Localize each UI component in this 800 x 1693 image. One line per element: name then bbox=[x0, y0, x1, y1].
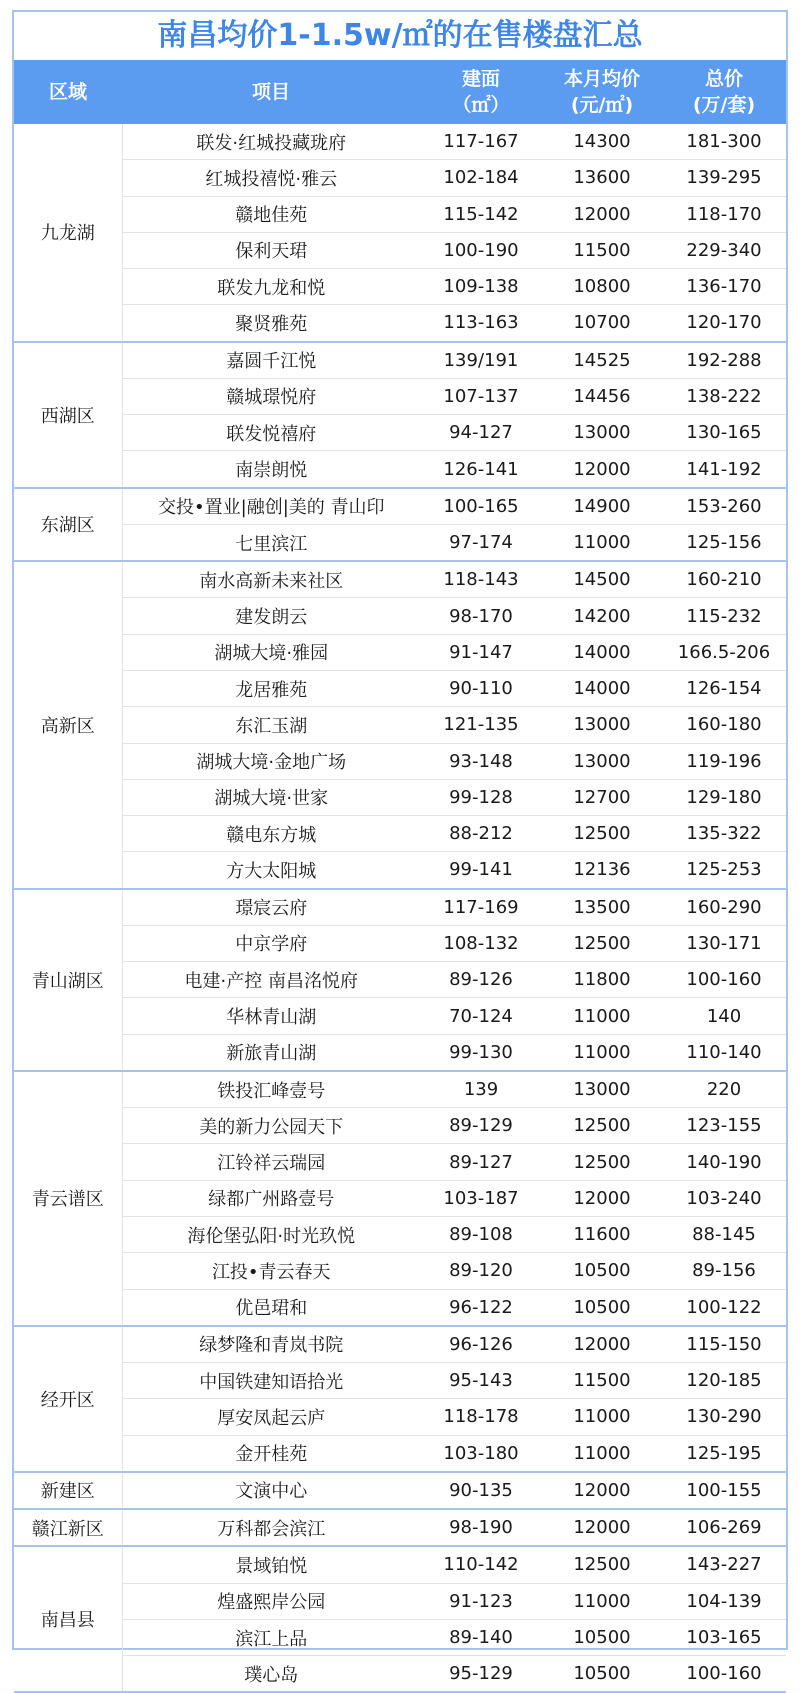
avg-price-cell: 12000 bbox=[542, 1509, 662, 1546]
project-name-cell: 海伦堡弘阳·时光玖悦 bbox=[122, 1216, 420, 1252]
area-cell: 89-140 bbox=[420, 1619, 542, 1655]
area-cell: 121-135 bbox=[420, 707, 542, 743]
total-price-cell: 100-122 bbox=[662, 1289, 786, 1326]
project-name-cell: 美的新力公园天下 bbox=[122, 1108, 420, 1144]
project-name-cell: 文演中心 bbox=[122, 1472, 420, 1509]
table-row bbox=[14, 124, 786, 160]
area-cell: 90-110 bbox=[420, 670, 542, 706]
avg-price-cell: 13000 bbox=[542, 415, 662, 451]
region-cell: 西湖区 bbox=[14, 342, 122, 488]
area-cell: 90-135 bbox=[420, 1472, 542, 1509]
total-price-cell: 125-195 bbox=[662, 1435, 786, 1472]
avg-price-cell: 13000 bbox=[542, 707, 662, 743]
project-name-cell: 绿梦隆和青岚书院 bbox=[122, 1326, 420, 1363]
area-cell: 93-148 bbox=[420, 743, 542, 779]
avg-price-cell: 14500 bbox=[542, 561, 662, 598]
table-row bbox=[14, 1656, 786, 1693]
region-cell: 青云谱区 bbox=[14, 1071, 122, 1326]
property-table bbox=[14, 60, 786, 1693]
total-price-cell: 130-171 bbox=[662, 925, 786, 961]
table-row bbox=[14, 1108, 786, 1144]
total-price-cell: 135-322 bbox=[662, 816, 786, 852]
table-row bbox=[14, 1071, 786, 1108]
avg-price-cell: 12500 bbox=[542, 925, 662, 961]
area-cell: 97-174 bbox=[420, 524, 542, 561]
area-cell: 117-169 bbox=[420, 889, 542, 926]
table-row bbox=[14, 305, 786, 342]
area-cell: 98-170 bbox=[420, 598, 542, 634]
project-name-cell: 嘉圆千江悦 bbox=[122, 342, 420, 379]
table-row bbox=[14, 925, 786, 961]
total-price-cell: 120-185 bbox=[662, 1363, 786, 1399]
area-cell: 109-138 bbox=[420, 269, 542, 305]
total-price-cell: 103-165 bbox=[662, 1619, 786, 1655]
avg-price-cell: 12000 bbox=[542, 196, 662, 232]
total-price-cell: 140 bbox=[662, 998, 786, 1034]
project-name-cell: 保利天珺 bbox=[122, 232, 420, 268]
project-name-cell: 电建·产控 南昌洺悦府 bbox=[122, 962, 420, 998]
avg-price-cell: 14200 bbox=[542, 598, 662, 634]
area-cell: 102-184 bbox=[420, 160, 542, 196]
project-name-cell: 优邑珺和 bbox=[122, 1289, 420, 1326]
avg-price-cell: 11500 bbox=[542, 232, 662, 268]
project-name-cell: 万科都会滨江 bbox=[122, 1509, 420, 1546]
table-row bbox=[14, 1326, 786, 1363]
table-row bbox=[14, 415, 786, 451]
total-price-cell: 125-253 bbox=[662, 852, 786, 889]
total-price-cell: 160-210 bbox=[662, 561, 786, 598]
area-cell: 89-129 bbox=[420, 1108, 542, 1144]
project-name-cell: 厚安凤起云庐 bbox=[122, 1399, 420, 1435]
table-row bbox=[14, 1034, 786, 1071]
area-cell: 91-123 bbox=[420, 1583, 542, 1619]
project-name-cell: 赣电东方城 bbox=[122, 816, 420, 852]
area-cell: 107-137 bbox=[420, 378, 542, 414]
avg-price-cell: 13000 bbox=[542, 1071, 662, 1108]
header-area: 建面 （㎡） bbox=[420, 60, 542, 124]
table-row bbox=[14, 1509, 786, 1546]
table-row bbox=[14, 524, 786, 561]
area-cell: 91-147 bbox=[420, 634, 542, 670]
region-cell: 新建区 bbox=[14, 1472, 122, 1509]
total-price-cell: 110-140 bbox=[662, 1034, 786, 1071]
avg-price-cell: 12700 bbox=[542, 779, 662, 815]
avg-price-cell: 13500 bbox=[542, 889, 662, 926]
area-cell: 99-130 bbox=[420, 1034, 542, 1071]
total-price-cell: 104-139 bbox=[662, 1583, 786, 1619]
total-price-cell: 103-240 bbox=[662, 1180, 786, 1216]
project-name-cell: 联发九龙和悦 bbox=[122, 269, 420, 305]
total-price-cell: 130-165 bbox=[662, 415, 786, 451]
table-row bbox=[14, 1363, 786, 1399]
total-price-cell: 100-155 bbox=[662, 1472, 786, 1509]
table-row bbox=[14, 232, 786, 268]
area-cell: 88-212 bbox=[420, 816, 542, 852]
region-cell: 青山湖区 bbox=[14, 889, 122, 1071]
avg-price-cell: 13600 bbox=[542, 160, 662, 196]
region-cell: 九龙湖 bbox=[14, 124, 122, 342]
region-cell: 南昌县 bbox=[14, 1546, 122, 1692]
table-row bbox=[14, 1435, 786, 1472]
table-row bbox=[14, 1583, 786, 1619]
project-name-cell: 滨江上品 bbox=[122, 1619, 420, 1655]
project-name-cell: 煌盛熙岸公园 bbox=[122, 1583, 420, 1619]
table-body bbox=[14, 124, 786, 1692]
project-name-cell: 联发悦禧府 bbox=[122, 415, 420, 451]
header-total: 总价 (万/套) bbox=[662, 60, 786, 124]
avg-price-cell: 14300 bbox=[542, 124, 662, 160]
avg-price-cell: 11000 bbox=[542, 1435, 662, 1472]
table-row bbox=[14, 598, 786, 634]
avg-price-cell: 14000 bbox=[542, 634, 662, 670]
total-price-cell: 118-170 bbox=[662, 196, 786, 232]
project-name-cell: 湖城大境·世家 bbox=[122, 779, 420, 815]
project-name-cell: 赣城璟悦府 bbox=[122, 378, 420, 414]
area-cell: 89-126 bbox=[420, 962, 542, 998]
project-name-cell: 铁投汇峰壹号 bbox=[122, 1071, 420, 1108]
table-row bbox=[14, 1253, 786, 1289]
total-price-cell: 160-180 bbox=[662, 707, 786, 743]
area-cell: 103-187 bbox=[420, 1180, 542, 1216]
project-name-cell: 南水高新未来社区 bbox=[122, 561, 420, 598]
area-cell: 126-141 bbox=[420, 451, 542, 488]
project-name-cell: 湖城大境·雅园 bbox=[122, 634, 420, 670]
summary-card bbox=[12, 10, 788, 1686]
area-cell: 95-143 bbox=[420, 1363, 542, 1399]
project-name-cell: 七里滨江 bbox=[122, 524, 420, 561]
area-cell: 96-122 bbox=[420, 1289, 542, 1326]
table-row bbox=[14, 451, 786, 488]
avg-price-cell: 10800 bbox=[542, 269, 662, 305]
project-name-cell: 金开桂苑 bbox=[122, 1435, 420, 1472]
avg-price-cell: 12500 bbox=[542, 1144, 662, 1180]
project-name-cell: 建发朗云 bbox=[122, 598, 420, 634]
project-name-cell: 联发·红城投藏珑府 bbox=[122, 124, 420, 160]
avg-price-cell: 11800 bbox=[542, 962, 662, 998]
area-cell: 110-142 bbox=[420, 1546, 542, 1583]
table-row bbox=[14, 1546, 786, 1583]
avg-price-cell: 11600 bbox=[542, 1216, 662, 1252]
table-row bbox=[14, 269, 786, 305]
total-price-cell: 181-300 bbox=[662, 124, 786, 160]
avg-price-cell: 12136 bbox=[542, 852, 662, 889]
region-cell: 东湖区 bbox=[14, 488, 122, 562]
avg-price-cell: 14000 bbox=[542, 670, 662, 706]
total-price-cell: 126-154 bbox=[662, 670, 786, 706]
project-name-cell: 湖城大境·金地广场 bbox=[122, 743, 420, 779]
total-price-cell: 139-295 bbox=[662, 160, 786, 196]
avg-price-cell: 11000 bbox=[542, 1583, 662, 1619]
project-name-cell: 中国铁建知语拾光 bbox=[122, 1363, 420, 1399]
header-region: 区域 bbox=[14, 60, 122, 124]
table-row bbox=[14, 1472, 786, 1509]
total-price-cell: 123-155 bbox=[662, 1108, 786, 1144]
total-price-cell: 229-340 bbox=[662, 232, 786, 268]
area-cell: 118-178 bbox=[420, 1399, 542, 1435]
project-name-cell: 绿都广州路壹号 bbox=[122, 1180, 420, 1216]
table-row bbox=[14, 707, 786, 743]
area-cell: 113-163 bbox=[420, 305, 542, 342]
avg-price-cell: 14900 bbox=[542, 488, 662, 525]
avg-price-cell: 12500 bbox=[542, 1108, 662, 1144]
area-cell: 89-127 bbox=[420, 1144, 542, 1180]
total-price-cell: 129-180 bbox=[662, 779, 786, 815]
area-cell: 99-128 bbox=[420, 779, 542, 815]
total-price-cell: 100-160 bbox=[662, 1656, 786, 1693]
region-cell: 高新区 bbox=[14, 561, 122, 888]
area-cell: 115-142 bbox=[420, 196, 542, 232]
total-price-cell: 120-170 bbox=[662, 305, 786, 342]
table-row bbox=[14, 1619, 786, 1655]
total-price-cell: 106-269 bbox=[662, 1509, 786, 1546]
project-name-cell: 江铃祥云瑞园 bbox=[122, 1144, 420, 1180]
avg-price-cell: 11500 bbox=[542, 1363, 662, 1399]
table-row bbox=[14, 196, 786, 232]
total-price-cell: 192-288 bbox=[662, 342, 786, 379]
area-cell: 70-124 bbox=[420, 998, 542, 1034]
project-name-cell: 交投•置业|融创|美的 青山印 bbox=[122, 488, 420, 525]
total-price-cell: 141-192 bbox=[662, 451, 786, 488]
table-row bbox=[14, 962, 786, 998]
table-row bbox=[14, 1289, 786, 1326]
project-name-cell: 东汇玉湖 bbox=[122, 707, 420, 743]
table-row bbox=[14, 779, 786, 815]
avg-price-cell: 14525 bbox=[542, 342, 662, 379]
avg-price-cell: 11000 bbox=[542, 1399, 662, 1435]
avg-price-cell: 10700 bbox=[542, 305, 662, 342]
table-row bbox=[14, 378, 786, 414]
avg-price-cell: 12500 bbox=[542, 816, 662, 852]
project-name-cell: 新旅青山湖 bbox=[122, 1034, 420, 1071]
total-price-cell: 125-156 bbox=[662, 524, 786, 561]
total-price-cell: 138-222 bbox=[662, 378, 786, 414]
avg-price-cell: 13000 bbox=[542, 743, 662, 779]
project-name-cell: 华林青山湖 bbox=[122, 998, 420, 1034]
area-cell: 108-132 bbox=[420, 925, 542, 961]
avg-price-cell: 11000 bbox=[542, 524, 662, 561]
header-project: 项目 bbox=[122, 60, 420, 124]
area-cell: 98-190 bbox=[420, 1509, 542, 1546]
avg-price-cell: 12000 bbox=[542, 451, 662, 488]
table-row bbox=[14, 1399, 786, 1435]
table-row bbox=[14, 852, 786, 889]
table-row bbox=[14, 816, 786, 852]
area-cell: 117-167 bbox=[420, 124, 542, 160]
area-cell: 94-127 bbox=[420, 415, 542, 451]
area-cell: 139/191 bbox=[420, 342, 542, 379]
avg-price-cell: 10500 bbox=[542, 1253, 662, 1289]
avg-price-cell: 14456 bbox=[542, 378, 662, 414]
area-cell: 96-126 bbox=[420, 1326, 542, 1363]
total-price-cell: 89-156 bbox=[662, 1253, 786, 1289]
total-price-cell: 143-227 bbox=[662, 1546, 786, 1583]
table-row bbox=[14, 743, 786, 779]
total-price-cell: 220 bbox=[662, 1071, 786, 1108]
area-cell: 100-165 bbox=[420, 488, 542, 525]
page-title: 南昌均价1-1.5w/㎡的在售楼盘汇总 bbox=[157, 18, 643, 53]
total-price-cell: 140-190 bbox=[662, 1144, 786, 1180]
region-cell: 经开区 bbox=[14, 1326, 122, 1472]
total-price-cell: 160-290 bbox=[662, 889, 786, 926]
table-row bbox=[14, 342, 786, 379]
table-row bbox=[14, 998, 786, 1034]
total-price-cell: 88-145 bbox=[662, 1216, 786, 1252]
table-row bbox=[14, 889, 786, 926]
total-price-cell: 130-290 bbox=[662, 1399, 786, 1435]
total-price-cell: 166.5-206 bbox=[662, 634, 786, 670]
project-name-cell: 方大太阳城 bbox=[122, 852, 420, 889]
avg-price-cell: 12000 bbox=[542, 1180, 662, 1216]
avg-price-cell: 11000 bbox=[542, 1034, 662, 1071]
table-row bbox=[14, 634, 786, 670]
header-price: 本月均价 (元/㎡) bbox=[542, 60, 662, 124]
table-row bbox=[14, 1180, 786, 1216]
table-row bbox=[14, 561, 786, 598]
area-cell: 89-108 bbox=[420, 1216, 542, 1252]
total-price-cell: 115-232 bbox=[662, 598, 786, 634]
table-row bbox=[14, 1216, 786, 1252]
avg-price-cell: 12000 bbox=[542, 1326, 662, 1363]
table-row bbox=[14, 670, 786, 706]
total-price-cell: 136-170 bbox=[662, 269, 786, 305]
total-price-cell: 119-196 bbox=[662, 743, 786, 779]
total-price-cell: 100-160 bbox=[662, 962, 786, 998]
table-row bbox=[14, 488, 786, 525]
project-name-cell: 中京学府 bbox=[122, 925, 420, 961]
area-cell: 103-180 bbox=[420, 1435, 542, 1472]
region-cell: 赣江新区 bbox=[14, 1509, 122, 1546]
area-cell: 139 bbox=[420, 1071, 542, 1108]
avg-price-cell: 11000 bbox=[542, 998, 662, 1034]
project-name-cell: 南崇朗悦 bbox=[122, 451, 420, 488]
project-name-cell: 璟宸云府 bbox=[122, 889, 420, 926]
avg-price-cell: 10500 bbox=[542, 1619, 662, 1655]
table-row bbox=[14, 1144, 786, 1180]
project-name-cell: 龙居雅苑 bbox=[122, 670, 420, 706]
avg-price-cell: 12000 bbox=[542, 1472, 662, 1509]
total-price-cell: 115-150 bbox=[662, 1326, 786, 1363]
table-row bbox=[14, 160, 786, 196]
avg-price-cell: 12500 bbox=[542, 1546, 662, 1583]
area-cell: 118-143 bbox=[420, 561, 542, 598]
project-name-cell: 赣地佳苑 bbox=[122, 196, 420, 232]
area-cell: 99-141 bbox=[420, 852, 542, 889]
area-cell: 100-190 bbox=[420, 232, 542, 268]
avg-price-cell: 10500 bbox=[542, 1656, 662, 1693]
avg-price-cell: 10500 bbox=[542, 1289, 662, 1326]
project-name-cell: 江投•青云春天 bbox=[122, 1253, 420, 1289]
project-name-cell: 聚贤雅苑 bbox=[122, 305, 420, 342]
project-name-cell: 璞心岛 bbox=[122, 1656, 420, 1693]
table-header-row bbox=[14, 60, 786, 124]
project-name-cell: 红城投禧悦·雅云 bbox=[122, 160, 420, 196]
total-price-cell: 153-260 bbox=[662, 488, 786, 525]
area-cell: 95-129 bbox=[420, 1656, 542, 1693]
project-name-cell: 景域铂悦 bbox=[122, 1546, 420, 1583]
area-cell: 89-120 bbox=[420, 1253, 542, 1289]
